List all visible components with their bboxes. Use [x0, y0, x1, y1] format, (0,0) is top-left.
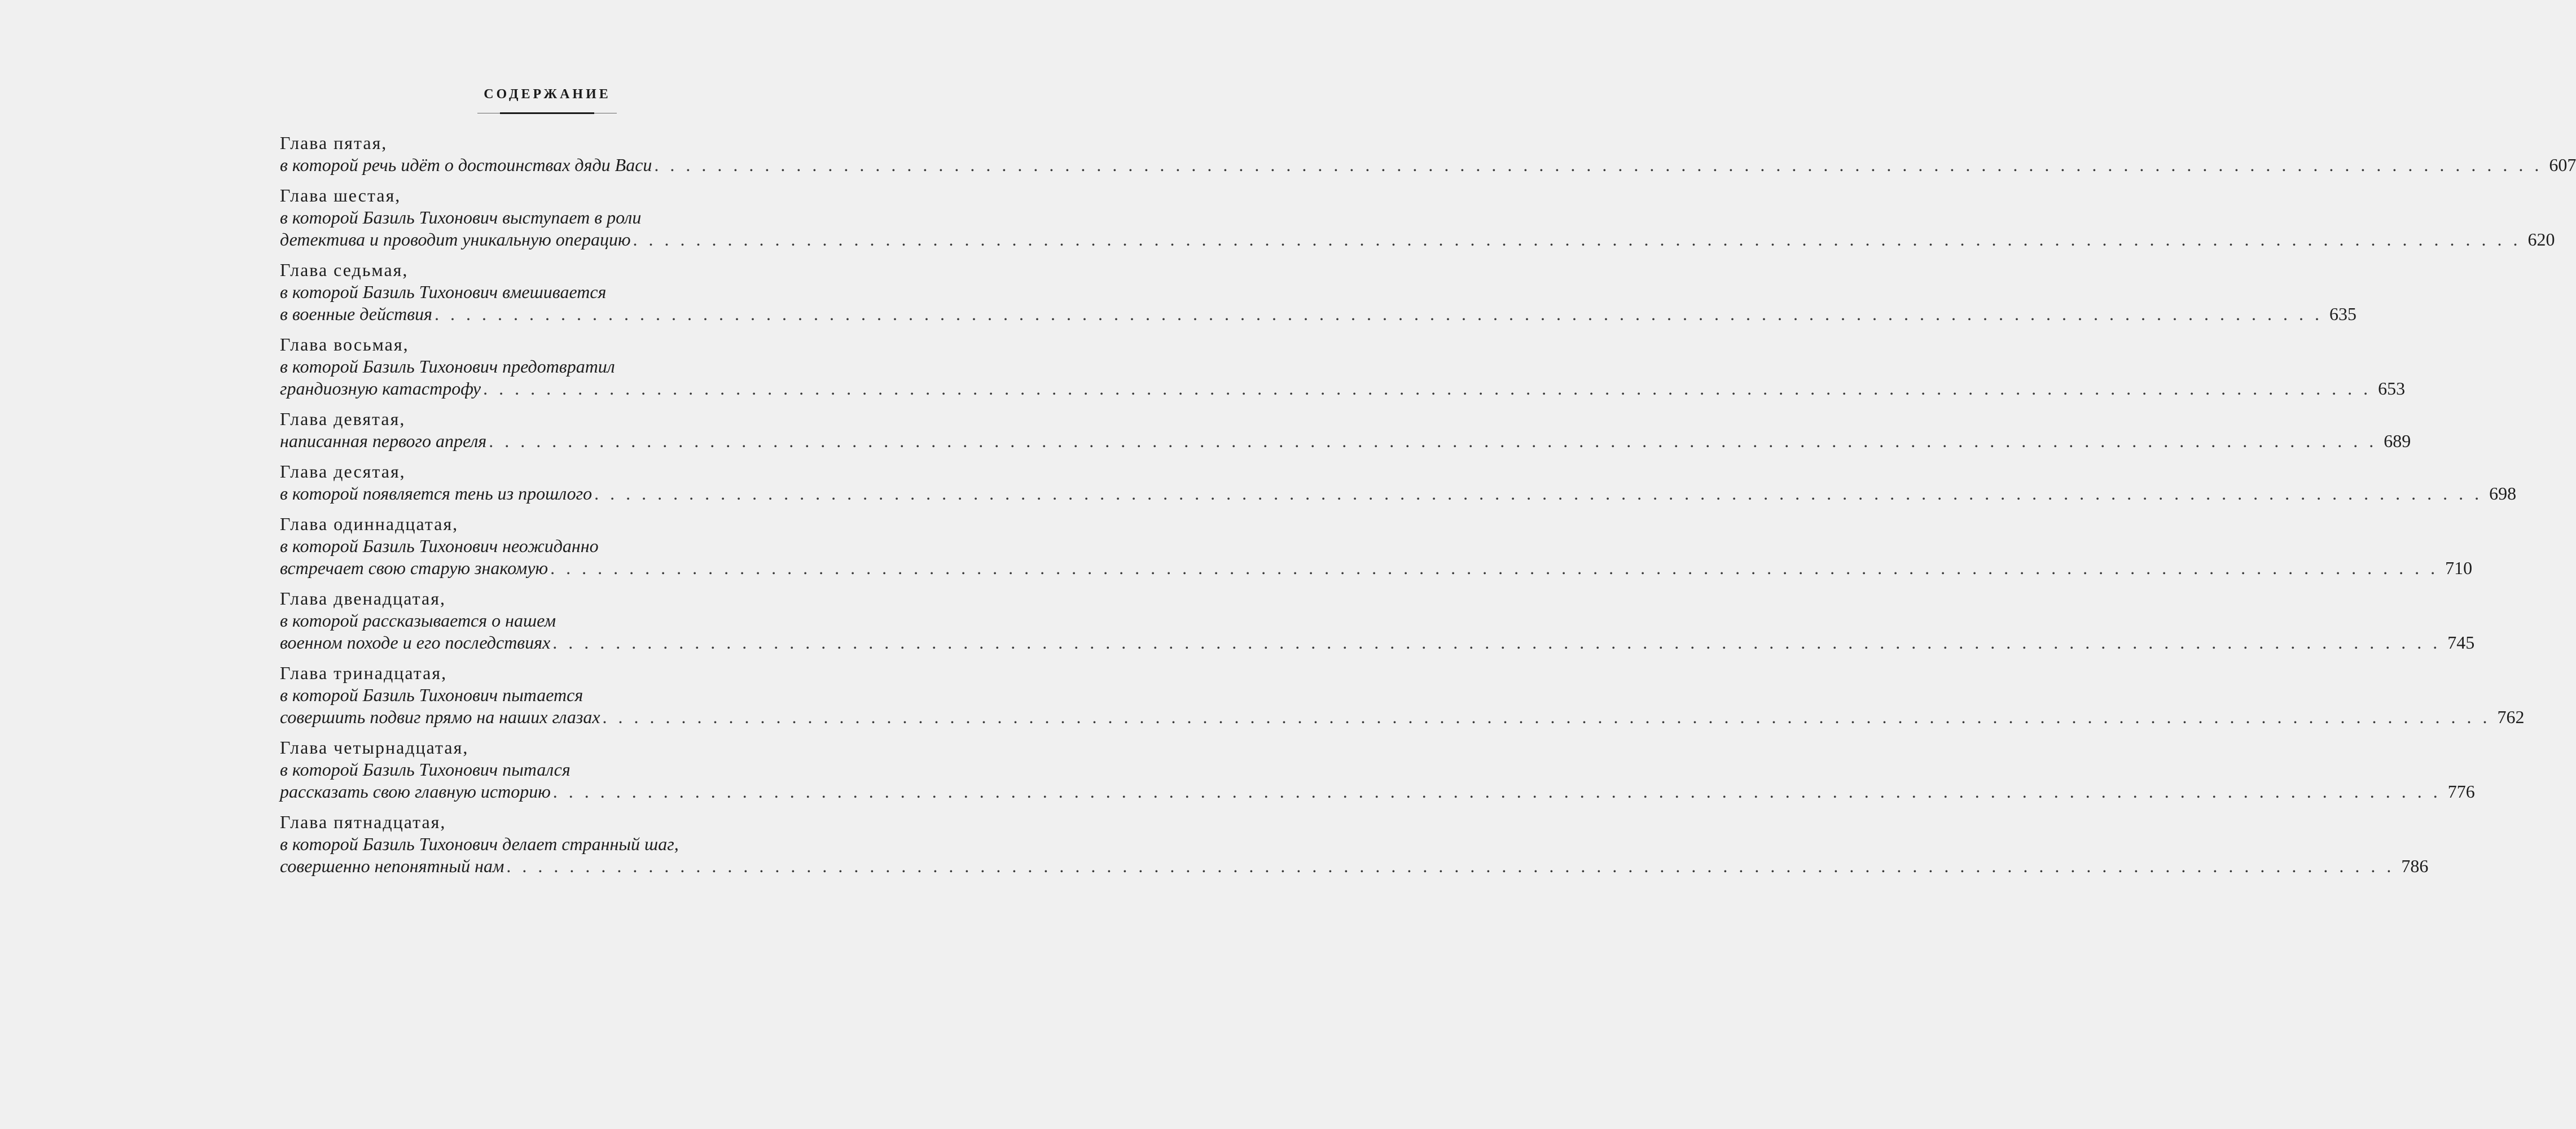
dot-leader: . . . . . . . . . . . . . . . . . . . . . . . . . . . . . . . . . . . . . . . . . . . . . . . . . . . . . . . . . . . . . . . . . . . . . . . . . . . . . . . . . . . . . . . . . . . . . . . . . . . . . . . . . . . . . . . . . . . . . . . . — [435, 304, 2323, 324]
chapter-description-last-line — [280, 706, 2525, 728]
page-number: 745 — [2447, 632, 2475, 653]
chapter-description-line: в которой Базиль Тихонович выступает в роли — [280, 207, 642, 227]
toc-entry[interactable] — [280, 185, 2555, 251]
page-number: 698 — [2489, 483, 2517, 504]
chapter-description-text: в военные действия — [280, 304, 433, 324]
chapter-description-last-line — [280, 781, 2475, 803]
dot-leader: . . . . . . . . . . . . . . . . . . . . . . . . . . . . . . . . . . . . . . . . . . . . . . . . . . . . . . . . . . . . . . . . . . . . . . . . . . . . . . . . . . . . . . . . . . . . . . . . . . . . . . . . . . . . . . . . . . . . . . . . — [633, 229, 2521, 250]
toc-entry[interactable] — [280, 461, 2517, 505]
page-number: 710 — [2445, 558, 2473, 578]
chapter-description-text: в которой появляется тень из прошлого — [280, 483, 593, 504]
page-number: 689 — [2384, 431, 2411, 451]
page-number: 635 — [2329, 304, 2357, 324]
toc-entry[interactable] — [280, 259, 2357, 325]
chapter-description-text: в которой речь идёт о достоинствах дяди Васи — [280, 155, 652, 175]
dot-leader: . . . . . . . . . . . . . . . . . . . . . . . . . . . . . . . . . . . . . . . . . . . . . . . . . . . . . . . . . . . . . . . . . . . . . . . . . . . . . . . . . . . . . . . . . . . . . . . . . . . . . . . . . . . . . . . . . . . . . . . . — [594, 483, 2483, 504]
chapter-description-line: в которой Базиль Тихонович вмешивается — [280, 282, 607, 302]
dot-leader: . . . . . . . . . . . . . . . . . . . . . . . . . . . . . . . . . . . . . . . . . . . . . . . . . . . . . . . . . . . . . . . . . . . . . . . . . . . . . . . . . . . . . . . . . . . . . . . . . . . . . . . . . . . . . . . . . . . . . . . . — [654, 155, 2543, 175]
page-number: 776 — [2447, 781, 2475, 802]
chapter-description-text: военном походе и его последствиях — [280, 632, 551, 653]
chapter-description-text: рассказать свою главную историю — [280, 781, 551, 802]
dot-leader: . . . . . . . . . . . . . . . . . . . . . . . . . . . . . . . . . . . . . . . . . . . . . . . . . . . . . . . . . . . . . . . . . . . . . . . . . . . . . . . . . . . . . . . . . . . . . . . . . . . . . . . . . . . . . . . . . . . . . . . . — [550, 558, 2439, 578]
chapter-description-text: детектива и проводит уникальную операцию — [280, 229, 631, 250]
page-number: 607 — [2549, 155, 2576, 175]
chapter-title: Глава девятая, — [280, 409, 406, 429]
chapter-description-last-line — [280, 557, 2473, 579]
chapter-description-last-line — [280, 154, 2576, 176]
toc-entry[interactable] — [280, 334, 2406, 400]
chapter-title: Глава восьмая, — [280, 334, 409, 355]
chapter-description-line: в которой рассказывается о нашем — [280, 610, 556, 631]
chapter-description-line: в которой Базиль Тихонович неожиданно — [280, 536, 599, 556]
chapter-description-text: написанная первого апреля — [280, 431, 487, 451]
chapter-description-last-line — [280, 855, 2429, 877]
page-number: 620 — [2527, 229, 2555, 250]
chapter-description-line: в которой Базиль Тихонович предотвратил — [280, 356, 615, 377]
chapter-description-last-line — [280, 483, 2517, 505]
heading-rule-accent — [500, 112, 594, 114]
toc-entry[interactable] — [280, 662, 2525, 728]
toc-entry[interactable] — [280, 737, 2475, 803]
page-number: 653 — [2378, 378, 2406, 399]
chapter-description-last-line — [280, 229, 2555, 251]
chapter-title: Глава одиннадцатая, — [280, 514, 459, 534]
toc-entry[interactable] — [280, 408, 2411, 452]
chapter-description-text: совершить подвиг прямо на наших глазах — [280, 707, 600, 727]
chapter-description-text: грандиозную катастрофу — [280, 378, 481, 399]
dot-leader: . . . . . . . . . . . . . . . . . . . . . . . . . . . . . . . . . . . . . . . . . . . . . . . . . . . . . . . . . . . . . . . . . . . . . . . . . . . . . . . . . . . . . . . . . . . . . . . . . . . . . . . . . . . . . . . . . . . . . . . . — [602, 707, 2491, 727]
chapter-title: Глава пятая, — [280, 133, 388, 153]
toc-list — [280, 132, 2576, 886]
chapter-description-line: в которой Базиль Тихонович пытался — [280, 759, 571, 780]
chapter-description-last-line — [280, 632, 2475, 654]
toc-heading: СОДЕРЖАНИЕ — [484, 87, 611, 102]
toc-entry[interactable] — [280, 811, 2429, 877]
chapter-title: Глава тринадцатая, — [280, 663, 447, 683]
dot-leader: . . . . . . . . . . . . . . . . . . . . . . . . . . . . . . . . . . . . . . . . . . . . . . . . . . . . . . . . . . . . . . . . . . . . . . . . . . . . . . . . . . . . . . . . . . . . . . . . . . . . . . . . . . . . . . . . . . . . . . . . — [506, 856, 2395, 876]
chapter-description-line: в которой Базиль Тихонович пытается — [280, 685, 583, 705]
toc-entry[interactable] — [280, 132, 2576, 176]
dot-leader: . . . . . . . . . . . . . . . . . . . . . . . . . . . . . . . . . . . . . . . . . . . . . . . . . . . . . . . . . . . . . . . . . . . . . . . . . . . . . . . . . . . . . . . . . . . . . . . . . . . . . . . . . . . . . . . . . . . . . . . . — [483, 378, 2372, 399]
chapter-title: Глава шестая, — [280, 185, 401, 205]
chapter-title: Глава пятнадцатая, — [280, 812, 446, 832]
dot-leader: . . . . . . . . . . . . . . . . . . . . . . . . . . . . . . . . . . . . . . . . . . . . . . . . . . . . . . . . . . . . . . . . . . . . . . . . . . . . . . . . . . . . . . . . . . . . . . . . . . . . . . . . . . . . . . . . . . . . . . . . — [552, 632, 2441, 653]
chapter-description-last-line — [280, 303, 2357, 325]
chapter-description-text: совершенно непонятный нам — [280, 856, 504, 876]
page-number: 786 — [2401, 856, 2429, 876]
chapter-title: Глава седьмая, — [280, 260, 409, 280]
chapter-title: Глава двенадцатая, — [280, 588, 446, 609]
chapter-description-line: в которой Базиль Тихонович делает странный шаг, — [280, 834, 679, 854]
page-number: 762 — [2497, 707, 2525, 727]
chapter-description-text: встречает свою старую знакомую — [280, 558, 548, 578]
chapter-title: Глава десятая, — [280, 461, 406, 482]
toc-entry[interactable] — [280, 588, 2475, 654]
dot-leader: . . . . . . . . . . . . . . . . . . . . . . . . . . . . . . . . . . . . . . . . . . . . . . . . . . . . . . . . . . . . . . . . . . . . . . . . . . . . . . . . . . . . . . . . . . . . . . . . . . . . . . . . . . . . . . . . . . . . . . . . — [552, 781, 2441, 802]
chapter-description-last-line — [280, 378, 2406, 400]
dot-leader: . . . . . . . . . . . . . . . . . . . . . . . . . . . . . . . . . . . . . . . . . . . . . . . . . . . . . . . . . . . . . . . . . . . . . . . . . . . . . . . . . . . . . . . . . . . . . . . . . . . . . . . . . . . . . . . . . . . . . . . . — [489, 431, 2377, 451]
toc-entry[interactable] — [280, 513, 2473, 579]
chapter-title: Глава четырнадцатая, — [280, 737, 469, 758]
chapter-description-last-line — [280, 430, 2411, 452]
